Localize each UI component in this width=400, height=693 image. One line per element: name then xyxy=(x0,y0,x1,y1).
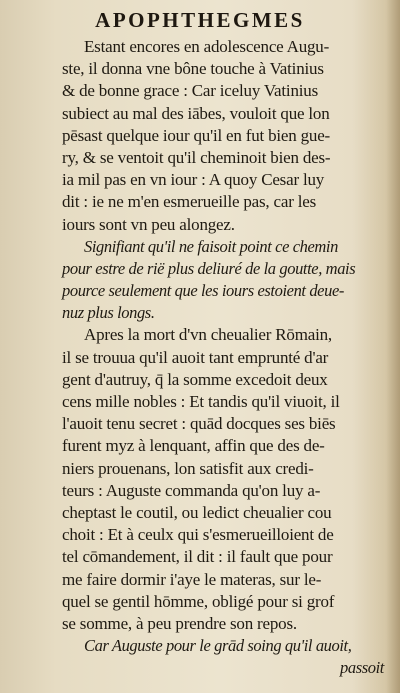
text-line: cheptast le coutil, ou ledict cheualier cou xyxy=(62,502,332,522)
page-text xyxy=(62,36,388,679)
text-line: se somme, à peu prendre son repos. xyxy=(62,613,297,633)
text-line: l'auoit tenu secret : quād docques ses biēs xyxy=(62,414,336,434)
text-line: ste, il donna vne bône touche à Vatinius xyxy=(62,59,324,79)
text-line: il se trouua qu'il auoit tant emprunté d'ar xyxy=(62,347,329,367)
text-line: tel cōmandement, il dit : il fault que pour xyxy=(62,547,333,567)
italic-line: pour estre de rië plus deliuré de la goutte, mais xyxy=(62,258,356,278)
text-line: ry, & se ventoit qu'il cheminoit bien des- xyxy=(62,147,331,167)
text-line: me faire dormir i'aye le materas, sur le- xyxy=(62,569,322,589)
text-line: ia mil pas en vn iour : A quoy Cesar luy xyxy=(62,170,325,190)
text-line: & de bonne grace : Car iceluy Vatinius xyxy=(62,81,318,101)
text-line: choit : Et à ceulx qui s'esmerueilloient de xyxy=(62,525,334,545)
text-line: teurs : Auguste commanda qu'on luy a- xyxy=(62,480,321,500)
running-header: APOPHTHEGMES xyxy=(95,8,305,32)
text-line: dit : ie ne m'en esmerueille pas, car les xyxy=(62,192,317,212)
italic-line: nuz plus longs. xyxy=(62,303,155,323)
italic-line: Car Auguste pour le grād soing qu'il auoit, xyxy=(84,636,352,656)
text-line: subiect au mal des iābes, vouloit que lon xyxy=(62,103,330,123)
text-line: cens mille nobles : Et tandis qu'il viuoit, il xyxy=(62,392,340,411)
italic-line: Signifiant qu'il ne faisoit point ce chemin xyxy=(84,236,338,256)
text-line: Estant encores en adolescence Augu- xyxy=(84,37,330,56)
text-line: pēsast quelque iour qu'il en fut bien gue- xyxy=(62,125,331,145)
text-line: iours sont vn peu alongez. xyxy=(62,214,235,234)
text-line: Apres la mort d'vn cheualier Rōmain, xyxy=(84,325,332,345)
text-line: furent myz à lenquant, affin que des de- xyxy=(62,436,325,456)
catchword: passoit xyxy=(340,658,384,678)
text-line: quel se gentil hōmme, obligé pour si grof xyxy=(62,591,335,611)
text-line: gent d'autruy, q̄ la somme excedoit deux xyxy=(62,369,328,389)
italic-line: pource seulement que les iours estoient deue- xyxy=(62,281,344,301)
text-line: niers prouenans, lon satisfit aux credi- xyxy=(62,458,314,478)
